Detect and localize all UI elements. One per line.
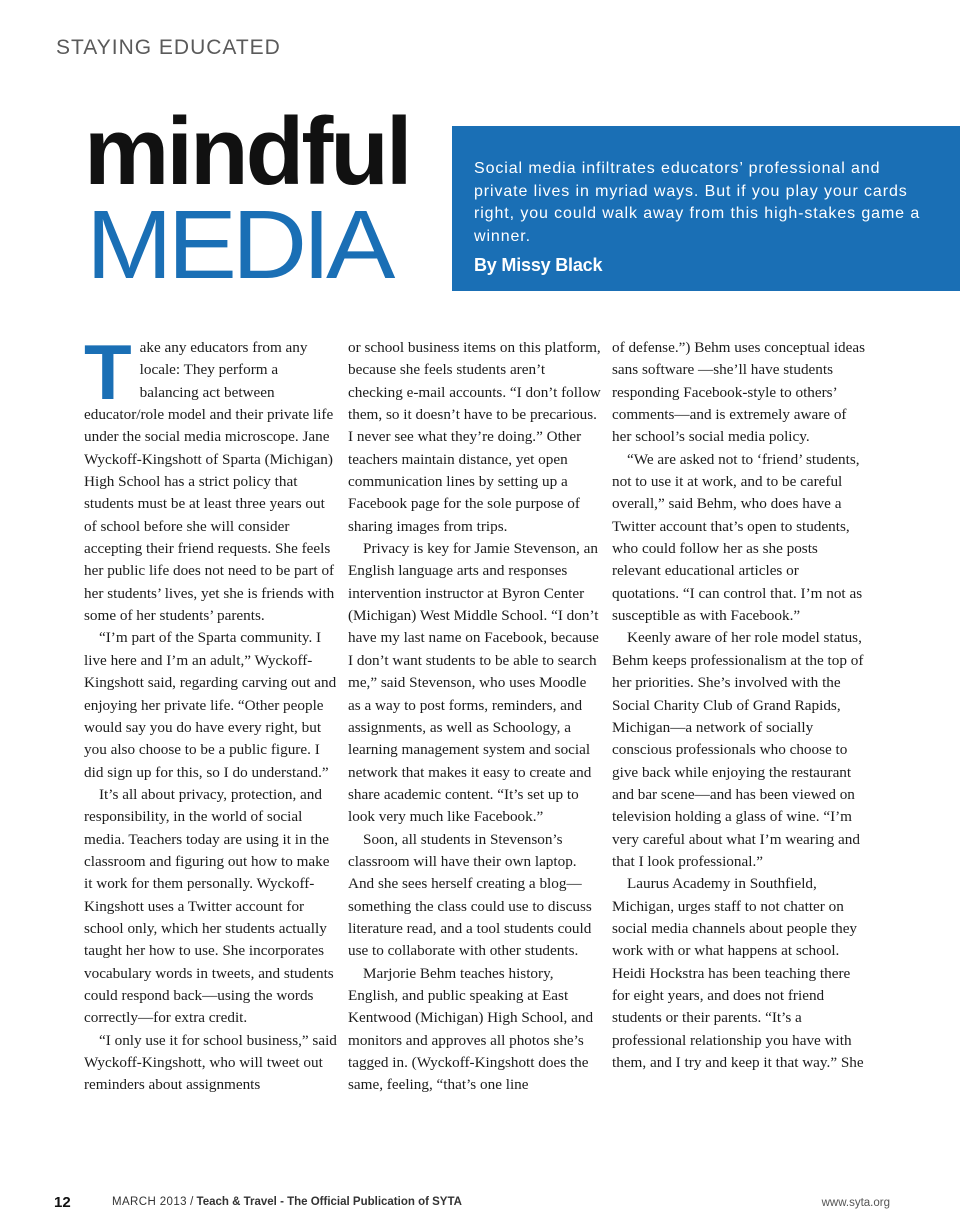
article-paragraph: “I only use it for school business,” said Wyckoff-Kingshott, who will tweet out reminders about assignments xyxy=(84,1031,337,1094)
issue-date: MARCH 2013 xyxy=(112,1196,187,1208)
article-paragraph: of defense.”) Behm uses conceptual ideas sans software —she’ll have students responding Facebook-style to others’ comments—and is extremely aware of her school’s social media policy. xyxy=(612,339,866,446)
headline-mindful: mindful xyxy=(84,98,410,205)
deck-text: Social media infiltrates educators’ professional and private lives in myriad ways. But if you play your cards right, you could walk away from this high-stakes game a winner. xyxy=(474,160,921,245)
article-paragraph: Privacy is key for Jamie Stevenson, an English language arts and responses intervention instructor at Byron Center (Michigan) West Middle School. “I don’t have my last name on Facebook, because I don’t want students to be able to search me,” said Stevenson, who uses Moodle as a way to post forms, reminders, and assignments, as well as Schoology, a learning management system and social network that makes it easy to create and share academic content. “It’s set up to look very much like Facebook.” xyxy=(348,540,599,826)
drop-cap: T xyxy=(84,328,132,416)
page-number: 12 xyxy=(54,1194,71,1211)
website-link[interactable]: www.syta.org xyxy=(821,1197,890,1209)
article-column-1 xyxy=(84,328,338,1097)
article-paragraph: Marjorie Behm teaches history, English, and public speaking at East Kentwood (Michigan) High School, and monitors and approves all photos she’s tagged in. (Wyckoff-Kingshott does the same, feeling, “that’s one line xyxy=(348,964,594,1094)
article-column-3 xyxy=(612,337,866,1074)
byline: By Missy Black xyxy=(474,255,603,275)
page-footer xyxy=(0,1194,960,1216)
article-column-2 xyxy=(348,337,602,1097)
paragraph-text: ake any educators from any locale: They perform a balancing act between educator/role model and their private life under the social media microscope. Jane Wyckoff-Kingshott of Sparta (Michigan) High School has a strict policy that students must be at least three years out of school before she will consider accepting their friend requests. She feels her public life does not need to be part of her students’ lives, yet she is friends with some of her students’ parents. xyxy=(84,339,335,625)
issue-line xyxy=(112,1196,462,1208)
deck-box xyxy=(452,126,960,291)
article-paragraph: “We are asked not to ‘friend’ students, not to use it at work, and to be careful overall,” said Behm, who does have a Twitter account that’s open to students, who could follow her as she posts relevant educational articles or quotations. “I can control that. I’m not as susceptible as with Facebook.” xyxy=(612,450,863,625)
issue-separator: / xyxy=(186,1196,197,1208)
headline-media: MEDIA xyxy=(86,190,391,300)
article-paragraph xyxy=(84,328,338,627)
section-label: STAYING EDUCATED xyxy=(56,36,281,59)
article-paragraph: or school business items on this platform, because she feels students aren’t checking e-mail accounts. “I don’t follow them, so it doesn’t have to be precarious. I never see what they’re doing.” Other teachers maintain distance, yet open communication lines by setting up a Facebook page for the sole purpose of sharing images from trips. xyxy=(348,339,601,535)
publication-name: Teach & Travel - The Official Publication of SYTA xyxy=(196,1196,462,1208)
article-paragraph: Keenly aware of her role model status, Behm keeps professionalism at the top of her priorities. She’s involved with the Social Charity Club of Grand Rapids, Michigan—a network of socially conscious professionals who choose to give back while enjoying the restaurant and bar scene—and has been viewed on television holding a glass of wine. “I’m very careful about what I’m wearing and that I look professional.” xyxy=(612,629,864,870)
article-paragraph: Soon, all students in Stevenson’s classroom will have their own laptop. And she sees herself creating a blog—something the class could use to discuss literature read, and a tool students could use to collaborate with other students. xyxy=(348,830,592,960)
article-paragraph: It’s all about privacy, protection, and responsibility, in the world of social media. Teachers today are using it in the classroom and figuring out how to make it work for them personally. Wyckoff-Kingshott uses a Twitter account for school only, which her students actually taught her how to use. She incorporates vocabulary words in tweets, and students could respond back—using the words correctly—for extra credit. xyxy=(84,785,334,1027)
article-paragraph: Laurus Academy in Southfield, Michigan, urges staff to not chatter on social media channels about people they work with or what happens at school. Heidi Hockstra has been teaching there for eight years, and does not friend students or their parents. “It’s a professional relationship you have with them, and I try and keep it that way.” She xyxy=(612,875,864,1071)
article-paragraph: “I’m part of the Sparta community. I live here and I’m an adult,” Wyckoff-Kingshott said, regarding carving out and enjoying her private life. “Other people would say you do have every right, but you also choose to be a public figure. I did sign up for this, so I do understand.” xyxy=(84,629,337,781)
